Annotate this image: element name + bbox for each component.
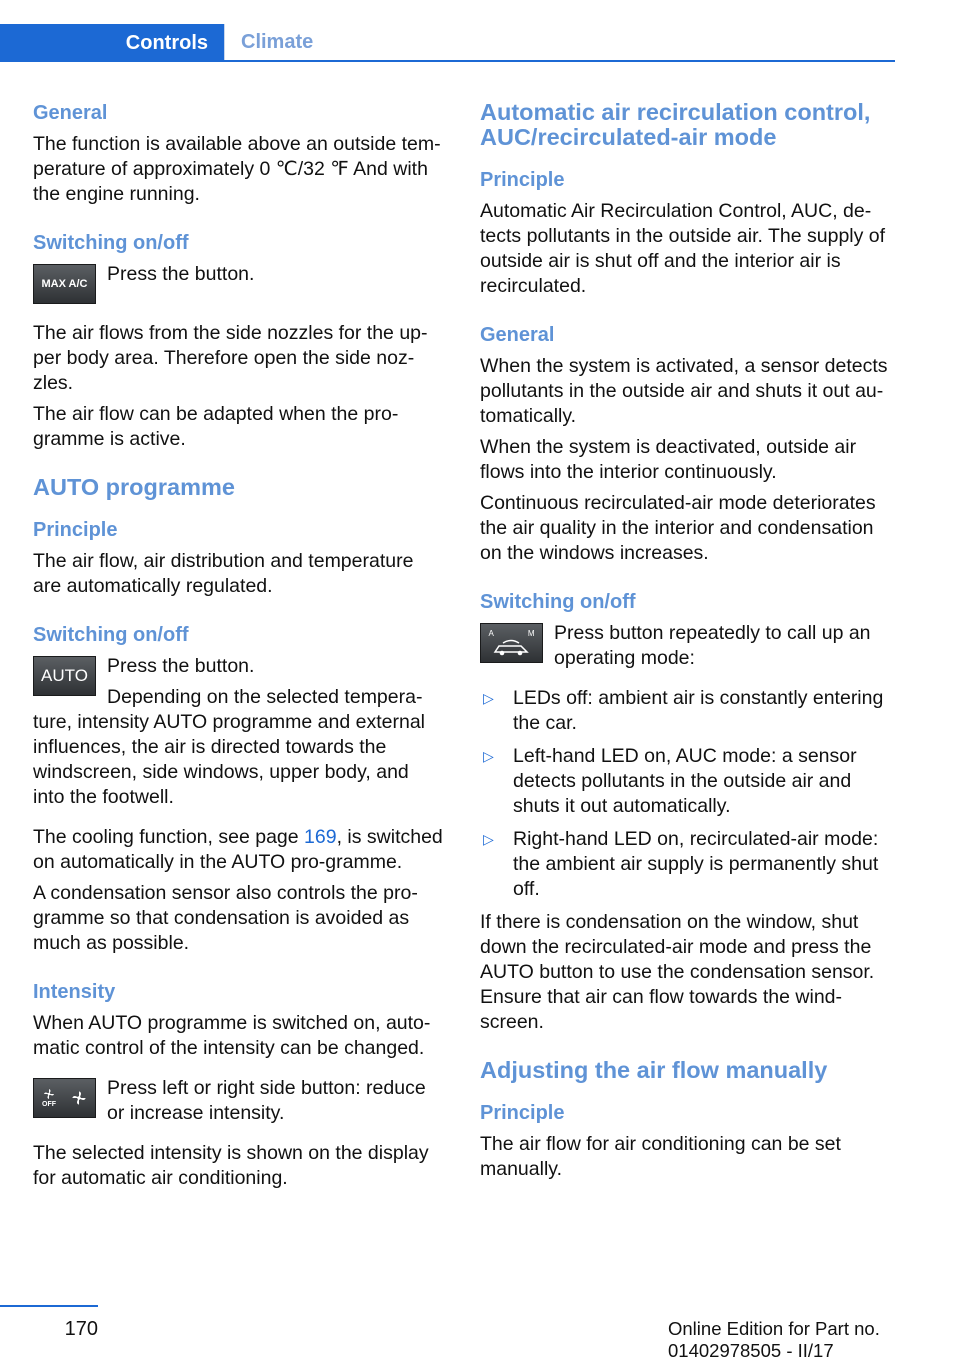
- condensation-text: A condensation sensor also controls the pro-gramme so that condensation is avoided as much as possible.: [33, 882, 418, 954]
- page-link-169[interactable]: 169: [304, 826, 337, 848]
- maxac-row: [33, 262, 445, 304]
- triangle-right-icon: ▷: [483, 831, 494, 847]
- principle-text: The air flow, air distribution and temperature are automatically regulated.: [33, 550, 414, 597]
- list-item: ▷ Left-hand LED on, AUC mode: a sensor detects pollutants in the outside air and shuts it out automatically.: [483, 745, 857, 817]
- list-item: ▷ LEDs off: ambient air is constantly entering the car.: [483, 687, 884, 734]
- maxac-instruction: Press the button.: [107, 263, 255, 285]
- intensity-row: [33, 1076, 445, 1132]
- maxac-button-icon: MAX A/C: [33, 264, 96, 304]
- page-number: 170: [64, 1318, 98, 1340]
- intensity-display-text: The selected intensity is shown on the display for automatic air conditioning.: [33, 1142, 429, 1189]
- switching-heading: Switching on/off: [33, 232, 189, 254]
- auto-row: [33, 654, 445, 710]
- cooling-text: The cooling function, see page 169, is switched on automatically in the AUTO pro-gramme.: [33, 826, 443, 873]
- triangle-right-icon: ▷: [483, 690, 494, 706]
- car-recirculation-icon: [491, 638, 533, 658]
- auto-depending-first: Depending on the selected tempera-: [107, 686, 423, 708]
- header-rule: [0, 60, 895, 62]
- fan-small-icon: [43, 1088, 55, 1100]
- airflow-text-1: The air flows from the side nozzles for the up-per body area. Therefore open the side noz-zles.: [33, 322, 428, 394]
- auc-switching-heading: Switching on/off: [480, 591, 636, 613]
- auc-general-text-3: Continuous recirculated-air mode deteriorates the air quality in the interior and condensation on the windows increases.: [480, 492, 876, 564]
- fan-intensity-button-icon: OFF: [33, 1078, 96, 1118]
- manual-principle-text: The air flow for air conditioning can be set manually.: [480, 1133, 841, 1180]
- mode-list: [480, 686, 900, 902]
- right-column: [480, 100, 900, 1188]
- general-text: The function is available above an outside tem-perature of approximately 0 ℃/32 ℉ And with the engine running.: [33, 133, 441, 205]
- triangle-right-icon: ▷: [483, 748, 494, 764]
- intensity-heading: Intensity: [33, 981, 116, 1003]
- auc-general-heading: General: [480, 324, 555, 346]
- tab-climate[interactable]: Climate: [241, 30, 314, 53]
- recirc-row: [480, 621, 900, 677]
- tab-controls[interactable]: Controls: [0, 24, 224, 62]
- auc-general-text-2: When the system is deactivated, outside air flows into the interior continuously.: [480, 436, 857, 483]
- fan-large-icon: [71, 1090, 87, 1106]
- airflow-text-2: The air flow can be adapted when the pro-gramme is active.: [33, 403, 399, 450]
- auto-depending-rest: ture, intensity AUTO programme and external influences, the air is directed towards the windscreen, side windows, upper body, and into the footwell.: [33, 711, 425, 808]
- header-tab-bar: [0, 24, 895, 62]
- auto-instruction: Press the button.: [107, 655, 255, 677]
- recirculation-button-icon: A M: [480, 623, 543, 663]
- intensity-text: When AUTO programme is switched on, auto-matic control of the intensity can be changed.: [33, 1012, 431, 1059]
- auc-principle-text: Automatic Air Recirculation Control, AUC, de-tects pollutants in the outside air. The supply of outside air is shut off and the interior air is recirculated.: [480, 200, 886, 297]
- auc-general-text-1: When the system is activated, a sensor detects pollutants in the outside air and shuts it out au-tomatically.: [480, 355, 888, 427]
- switching-heading-2: Switching on/off: [33, 624, 189, 646]
- edition-note: Online Edition for Part no. 01402978505 - II/17: [668, 1318, 880, 1361]
- intensity-instruction: Press left or right side button: reduce or increase intensity.: [107, 1077, 426, 1124]
- auto-programme-heading: AUTO programme: [33, 474, 235, 500]
- auc-heading: Automatic air recirculation control, AUC/recirculated-air mode: [480, 99, 871, 150]
- list-item: ▷ Right-hand LED on, recirculated-air mode: the ambient air supply is permanently shut off.: [483, 828, 879, 900]
- footer-rule: [0, 1305, 98, 1307]
- general-heading: General: [33, 102, 108, 124]
- auc-principle-heading: Principle: [480, 169, 565, 191]
- recirc-instruction: Press button repeatedly to call up an operating mode:: [554, 622, 871, 669]
- manual-principle-heading: Principle: [480, 1102, 565, 1124]
- manual-airflow-heading: Adjusting the air flow manually: [480, 1057, 828, 1083]
- principle-heading: Principle: [33, 519, 118, 541]
- auc-condensation-text: If there is condensation on the window, shut down the recirculated-air mode and press the AUTO button to use the condensation sensor. Ensure that air can flow towards the wind-screen.: [480, 911, 875, 1033]
- left-column: [33, 100, 445, 1197]
- auto-button-icon: AUTO: [33, 656, 96, 696]
